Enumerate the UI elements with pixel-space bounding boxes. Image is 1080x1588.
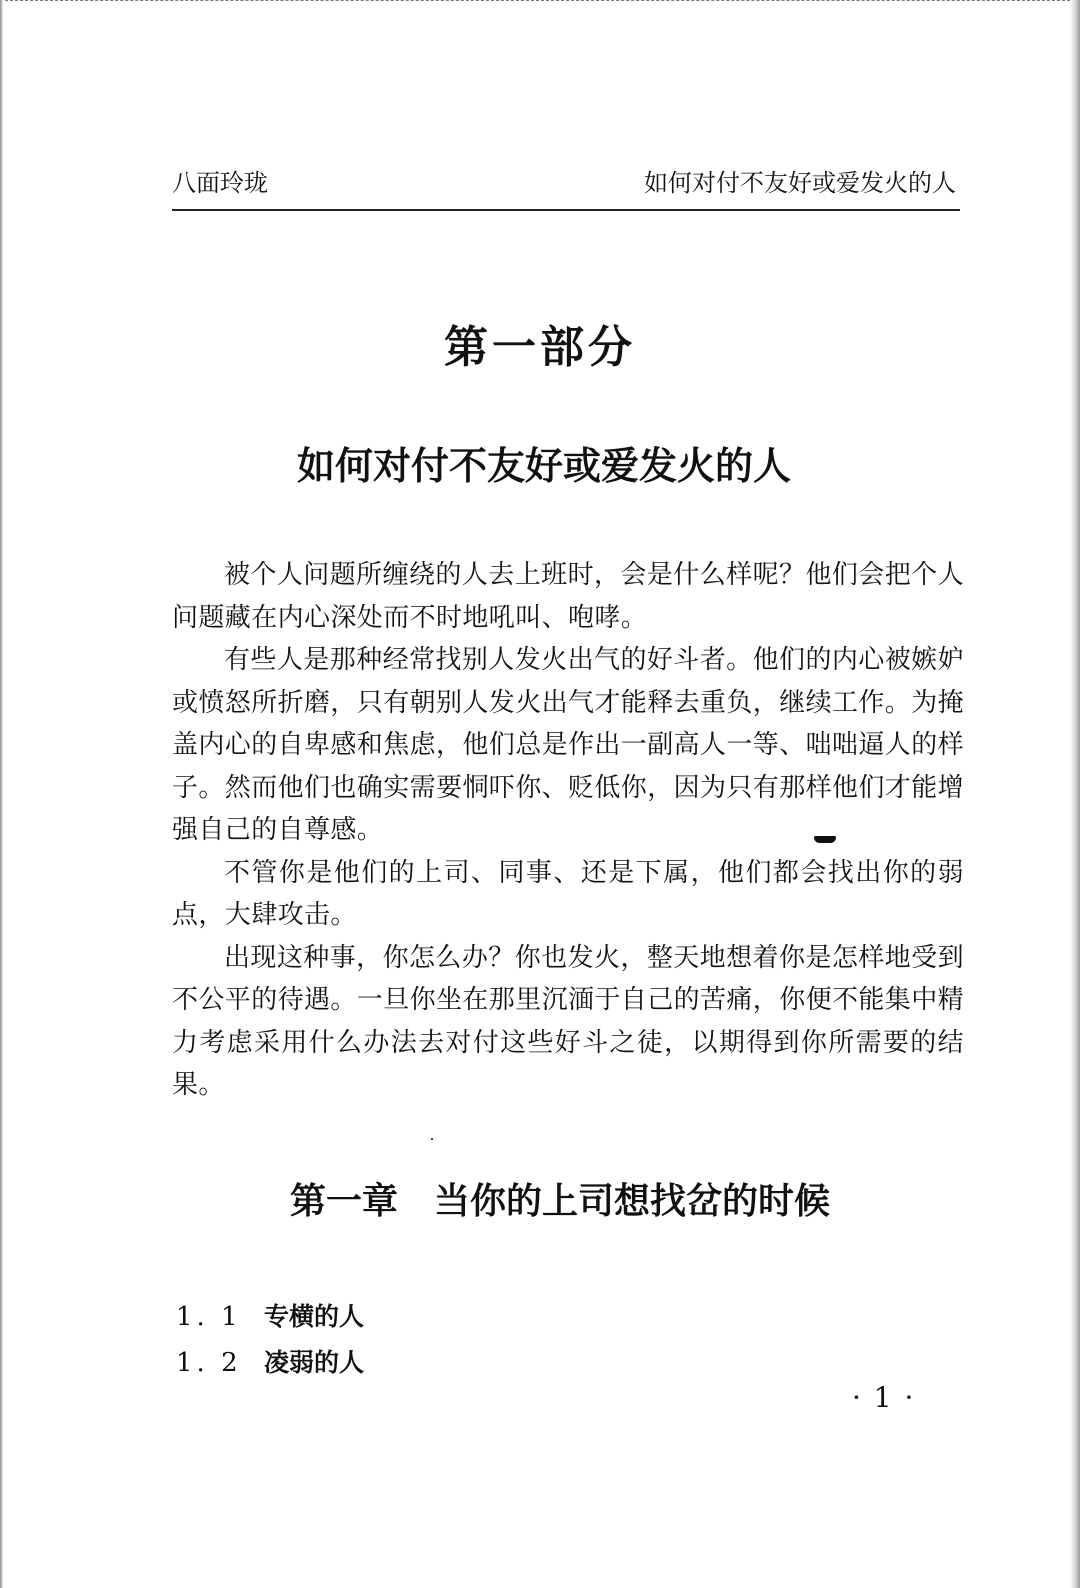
paragraph: 出现这种事，你怎么办？你也发火，整天地想着你是怎样地受到不公平的待遇。一旦你坐在那里沉湎于自己的苦痛，你便不能集中精力考虑采用什么办法去对付这些好斗之徒，以期得到你所需要的结果。 — [172, 942, 965, 1100]
section-list-item — [176, 1340, 776, 1386]
scan-edge-top — [0, 0, 1080, 3]
page-number: · 1 · — [852, 1381, 916, 1414]
chapter-label: 第一章 — [290, 1181, 399, 1222]
scan-edge-right — [1070, 0, 1080, 1588]
section-title: 凌弱的人 — [264, 1348, 365, 1377]
header-book-title: 八面玲珑 — [172, 169, 268, 197]
header-section-title: 如何对付不友好或爱发火的人 — [644, 169, 956, 197]
scan-ink-dot — [431, 1138, 433, 1140]
paragraph: 有些人是那种经常找别人发火出气的好斗者。他们的内心被嫉妒或愤怒所折磨，只有朝别人发火出气才能释去重负，继续工作。为掩盖内心的自卑感和焦虑，他们总是作出一副高人一等、咄咄逼人的样子。然而他们也确实需要恫吓你、贬低你，因为只有那样他们才能增强自己的自尊感。 — [172, 645, 965, 845]
part-title: 第一部分 — [444, 322, 636, 373]
part-subtitle: 如何对付不友好或爱发火的人 — [296, 443, 791, 488]
section-number: 1. 2 — [176, 1348, 242, 1378]
paragraph: 被个人问题所缠绕的人去上班时，会是什么样呢？他们会把个人问题藏在内心深处而不时地吼叫、咆哮。 — [172, 560, 964, 633]
section-list-item — [176, 1294, 776, 1340]
chapter-title: 当你的上司想找岔的时候 — [434, 1181, 831, 1222]
section-list — [176, 1294, 776, 1386]
running-header — [172, 166, 960, 202]
chapter-heading — [290, 1172, 830, 1232]
scan-edge-left — [0, 0, 3, 1588]
paragraph: 不管你是他们的上司、同事、还是下属，他们都会找出你的弱点，大肆攻击。 — [172, 857, 964, 930]
scan-ink-blot — [814, 836, 836, 843]
section-title: 专横的人 — [264, 1302, 365, 1331]
body-text — [172, 554, 964, 1107]
header-divider — [172, 209, 960, 211]
section-number: 1. 1 — [176, 1302, 242, 1332]
